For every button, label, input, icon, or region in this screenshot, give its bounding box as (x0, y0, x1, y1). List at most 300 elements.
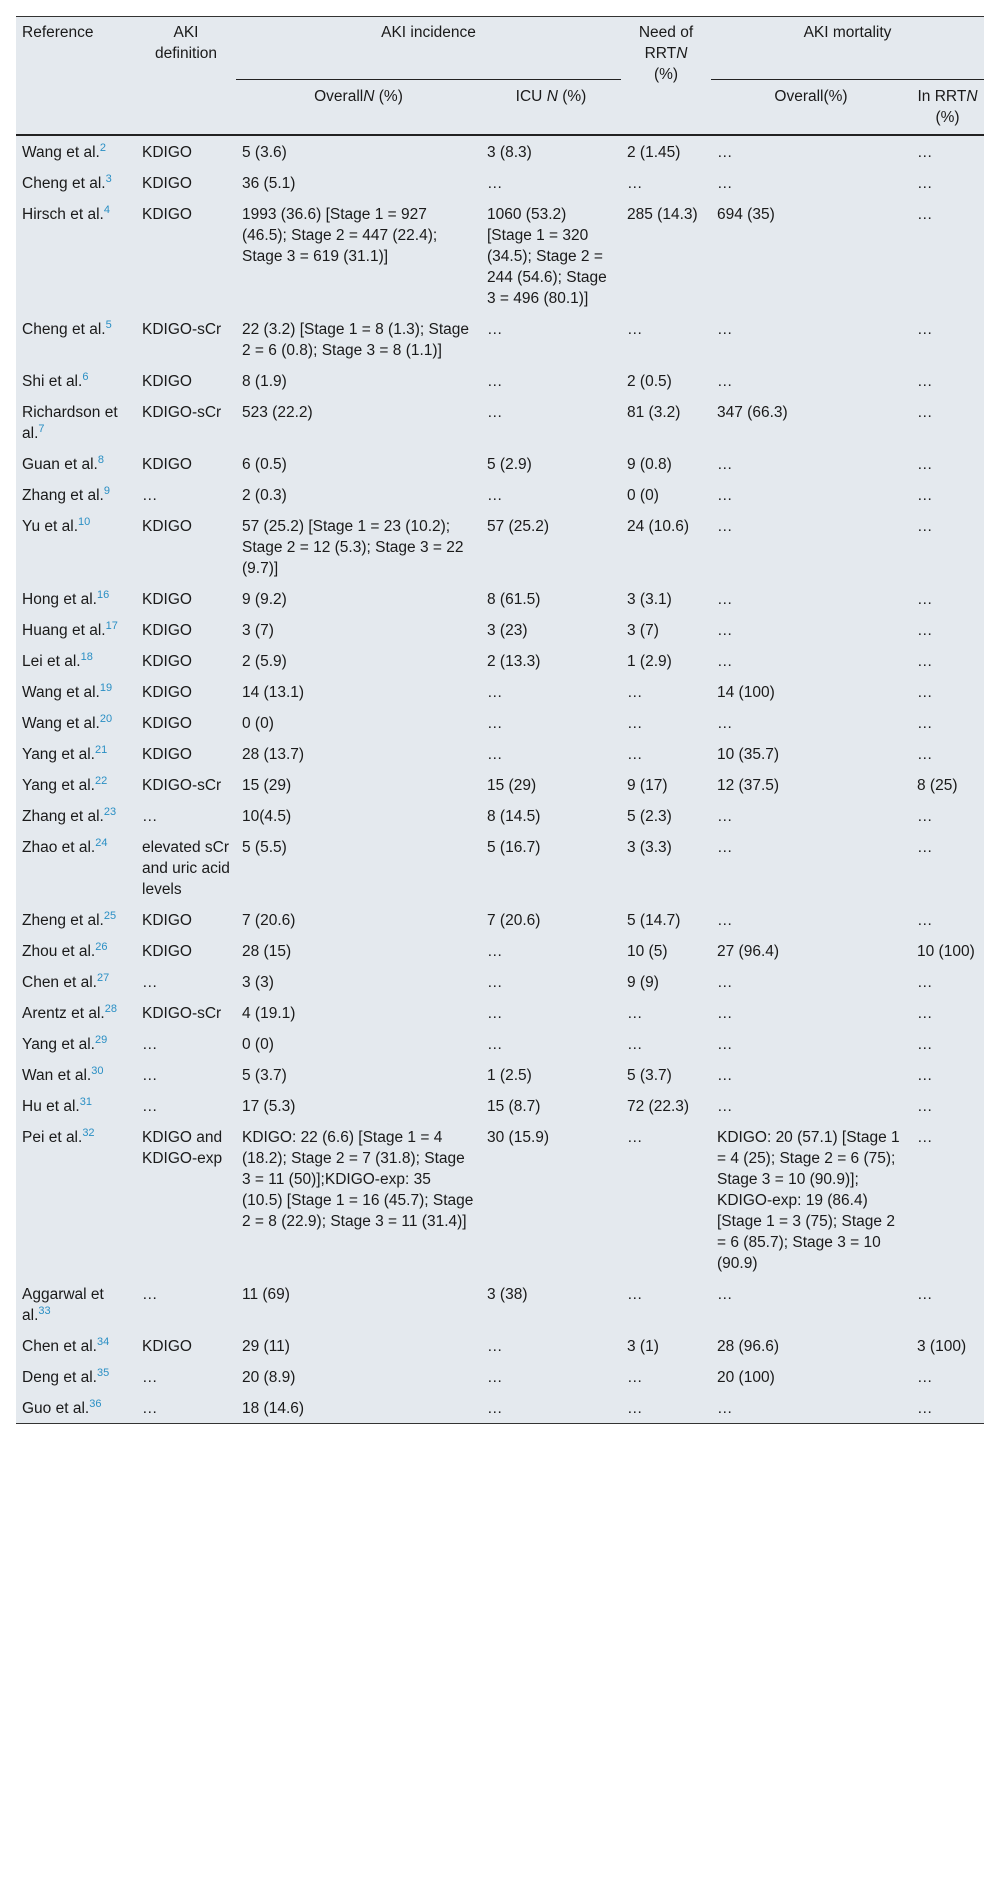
need-rrt-cell: 10 (5) (627, 943, 668, 960)
reference-cell (16, 676, 136, 707)
overall-incidence-cell: 11 (69) (242, 1286, 290, 1303)
icu-incidence-cell: 3 (38) (487, 1286, 528, 1303)
table-row (16, 1278, 984, 1330)
mortality-overall-cell: 28 (96.6) (717, 1338, 780, 1355)
need-rrt-cell: … (627, 1369, 643, 1386)
citation-link[interactable]: 32 (82, 1126, 95, 1139)
aki-definition-cell: KDIGO (142, 622, 192, 639)
reference-text: Wang et al. (22, 144, 100, 161)
citation-link[interactable]: 22 (94, 774, 108, 787)
icu-incidence-cell: … (487, 373, 503, 390)
overall-incidence-cell: 5 (5.5) (242, 839, 287, 856)
icu-incidence-cell: 1060 (53.2) [Stage 1 = 320 (34.5); Stage 2 = 244 (54.6); Stage 3 = 496 (80.1)] (487, 206, 607, 307)
aki-incidence-label: AKI incidence (381, 24, 476, 41)
need-rrt-cell: 9 (9) (627, 974, 659, 991)
mortality-in-rrt-cell: … (917, 1129, 933, 1146)
table-row (16, 198, 984, 313)
reference-text: Wan et al. (22, 1067, 92, 1084)
icu-incidence-cell: … (487, 1369, 503, 1386)
mortality-in-rrt-cell: 3 (100) (917, 1338, 967, 1355)
mortality-overall-cell: … (717, 591, 733, 608)
icu-incidence-cell: 5 (16.7) (487, 839, 541, 856)
mortality-overall-cell: … (717, 175, 733, 192)
mortality-overall-cell: KDIGO: 20 (57.1) [Stage 1 = 4 (25); Stage 2 = 6 (75); Stage 3 = 10 (90.9)]; KDIGO-exp: 19 (86.4) [Stage 1 = 3 (75); Stage 2 = 6 (85.7); Stage 3 = 10 (90.9) (717, 1129, 900, 1272)
reference-text: Huang et al. (22, 622, 106, 639)
need-rrt-cell: … (627, 746, 643, 763)
mortality-overall-cell: 27 (96.4) (717, 943, 780, 960)
reference-cell (16, 707, 136, 738)
aki-definition-cell: KDIGO-sCr (142, 404, 222, 421)
overall-incidence-cell: 3 (3) (242, 974, 274, 991)
reference-cell (16, 365, 136, 396)
mortality-overall-cell: … (717, 144, 733, 161)
mortality-overall-cell: … (717, 1098, 733, 1115)
citation-link[interactable]: 2 (99, 141, 106, 154)
reference-cell (16, 1028, 136, 1059)
need-rrt-cell: 81 (3.2) (627, 404, 681, 421)
mortality-overall-cell: … (717, 912, 733, 929)
mortality-overall-cell: … (717, 622, 733, 639)
mortality-overall-cell: … (717, 1067, 733, 1084)
table-row (16, 135, 984, 167)
mortality-overall-cell: … (717, 1286, 733, 1303)
table-row (16, 966, 984, 997)
icu-incidence-cell: … (487, 175, 503, 192)
reference-cell (16, 167, 136, 198)
need-rrt-cell: … (627, 684, 643, 701)
mortality-in-rrt-cell: … (917, 591, 933, 608)
aki-definition-cell: KDIGO (142, 175, 192, 192)
overall-incidence-cell: 57 (25.2) [Stage 1 = 23 (10.2); Stage 2 = 12 (5.3); Stage 3 = 22 (9.7)] (242, 518, 464, 577)
table-row (16, 479, 984, 510)
need-rrt-cell: 5 (14.7) (627, 912, 681, 929)
need-rrt-cell: 5 (3.7) (627, 1067, 672, 1084)
overall-incidence-cell: 9 (9.2) (242, 591, 287, 608)
citation-link[interactable]: 8 (97, 453, 104, 466)
reference-text: Chen et al. (22, 1338, 97, 1355)
need-rrt-cell: … (627, 175, 643, 192)
overall-incidence-cell: KDIGO: 22 (6.6) [Stage 1 = 4 (18.2); Stage 2 = 7 (31.8); Stage 3 = 11 (50)];KDIGO-exp: 35 (10.5) [Stage 1 = 16 (45.7); Stage 2 = 8 (22.9); Stage 3 = 11 (31.4)] (242, 1129, 474, 1230)
icu-incidence-cell: 1 (2.5) (487, 1067, 532, 1084)
need-rrt-cell: 3 (7) (627, 622, 659, 639)
icu-incidence-cell: … (487, 715, 503, 732)
aki-definition-cell: KDIGO (142, 206, 192, 223)
overall-n-letter: N (363, 88, 375, 105)
mortality-in-rrt-cell: … (917, 1067, 933, 1084)
citation-link[interactable]: 31 (79, 1095, 92, 1108)
need-rrt-pct: (%) (653, 66, 679, 83)
overall-incidence-cell: 18 (14.6) (242, 1400, 305, 1417)
need-rrt-cell: 3 (3.1) (627, 591, 672, 608)
citation-link[interactable]: 28 (104, 1002, 117, 1015)
aki-definition-cell: KDIGO (142, 144, 192, 161)
overall-incidence-cell: 28 (15) (242, 943, 292, 960)
need-rrt-cell: 2 (1.45) (627, 144, 681, 161)
citation-link[interactable]: 20 (99, 712, 113, 725)
mortality-overall-cell: 20 (100) (717, 1369, 775, 1386)
mortality-overall-cell: … (717, 715, 733, 732)
reference-text: Wang et al. (22, 684, 100, 701)
reference-cell (16, 1278, 136, 1330)
overall-incidence-cell: 29 (11) (242, 1338, 290, 1355)
reference-cell (16, 1392, 136, 1423)
reference-text: Yang et al. (22, 777, 95, 794)
need-rrt-cell: 5 (2.3) (627, 808, 672, 825)
reference-text: Zhou et al. (22, 943, 96, 960)
aki-definition-cell: KDIGO (142, 456, 192, 473)
icu-incidence-cell: … (487, 974, 503, 991)
table-row (16, 1361, 984, 1392)
reference-cell (16, 448, 136, 479)
citation-link[interactable]: 27 (96, 971, 110, 984)
aki-definition-cell: KDIGO-sCr (142, 321, 222, 338)
icu-incidence-cell: … (487, 1338, 503, 1355)
table-row (16, 707, 984, 738)
mortality-overall-cell: 10 (35.7) (717, 746, 780, 763)
aki-definition-cell: … (142, 1369, 158, 1386)
aki-definition-cell: KDIGO (142, 1338, 192, 1355)
table-row (16, 935, 984, 966)
icu-incidence-cell: 15 (8.7) (487, 1098, 541, 1115)
overall-incidence-cell: 14 (13.1) (242, 684, 305, 701)
citation-link[interactable]: 4 (103, 203, 110, 216)
aki-definition-cell: KDIGO and KDIGO-exp (142, 1129, 223, 1167)
in-rrt-pct: (%) (935, 109, 960, 126)
need-rrt-cell: 24 (10.6) (627, 518, 690, 535)
overall-incidence-cell: 4 (19.1) (242, 1005, 296, 1022)
reference-text: Yang et al. (22, 1036, 95, 1053)
overall-incidence-cell: 36 (5.1) (242, 175, 296, 192)
citation-link[interactable]: 30 (91, 1064, 104, 1077)
table-row (16, 583, 984, 614)
overall-incidence-cell: 1993 (36.6) [Stage 1 = 927 (46.5); Stage 2 = 447 (22.4); Stage 3 = 619 (31.1)] (242, 206, 438, 265)
citation-link[interactable]: 18 (80, 650, 93, 663)
reference-cell (16, 935, 136, 966)
in-rrt-label: In RRT (917, 88, 967, 105)
mortality-in-rrt-cell: … (917, 144, 933, 161)
table-row (16, 645, 984, 676)
reference-text: Wang et al. (22, 715, 100, 732)
overall-incidence-cell: 7 (20.6) (242, 912, 296, 929)
need-rrt-cell: … (627, 321, 643, 338)
table-row (16, 1028, 984, 1059)
col-overall-n (236, 80, 481, 135)
overall-incidence-cell: 15 (29) (242, 777, 292, 794)
overall-incidence-cell: 22 (3.2) [Stage 1 = 8 (1.3); Stage 2 = 6 (0.8); Stage 3 = 8 (1.1)] (242, 321, 470, 359)
mortality-overall-cell: … (717, 1400, 733, 1417)
reference-text: Yu et al. (22, 518, 79, 535)
aki-definition-cell: … (142, 1400, 158, 1417)
citation-link[interactable]: 26 (95, 940, 108, 953)
mortality-in-rrt-cell: … (917, 206, 933, 223)
mortality-in-rrt-cell: … (917, 487, 933, 504)
reference-cell (16, 198, 136, 313)
icu-incidence-cell: 3 (8.3) (487, 144, 532, 161)
icu-incidence-cell: … (487, 404, 503, 421)
need-rrt-n: N (676, 45, 688, 62)
citation-link[interactable]: 29 (94, 1033, 108, 1046)
citation-link[interactable]: 33 (38, 1304, 51, 1317)
icu-incidence-cell: 2 (13.3) (487, 653, 541, 670)
reference-cell (16, 966, 136, 997)
reference-cell (16, 313, 136, 365)
citation-link[interactable]: 19 (99, 681, 113, 694)
col-aki-incidence (236, 17, 621, 80)
icu-incidence-cell: … (487, 321, 503, 338)
table-row (16, 1059, 984, 1090)
mortality-in-rrt-cell: … (917, 1036, 933, 1053)
overall-incidence-cell: 10(4.5) (242, 808, 292, 825)
need-rrt-cell: 9 (17) (627, 777, 668, 794)
reference-cell (16, 645, 136, 676)
mortality-overall-cell: … (717, 1036, 733, 1053)
overall-incidence-cell: 17 (5.3) (242, 1098, 296, 1115)
icu-incidence-cell: … (487, 1005, 503, 1022)
need-rrt-cell: … (627, 1129, 643, 1146)
reference-text: Chen et al. (22, 974, 97, 991)
citation-link[interactable]: 16 (96, 588, 110, 601)
reference-text: Arentz et al. (22, 1005, 105, 1022)
mortality-in-rrt-cell: … (917, 715, 933, 732)
reference-cell (16, 769, 136, 800)
citation-link[interactable]: 34 (96, 1335, 110, 1348)
citation-link[interactable]: 6 (82, 370, 89, 383)
reference-cell (16, 738, 136, 769)
col-aki-mortality (711, 17, 984, 80)
citation-link[interactable]: 24 (95, 836, 108, 849)
need-rrt-cell: 285 (14.3) (627, 206, 698, 223)
mortality-in-rrt-cell: … (917, 684, 933, 701)
need-rrt-cell: 3 (3.3) (627, 839, 672, 856)
table-row (16, 831, 984, 904)
icu-n-pct: (%) (557, 88, 587, 105)
table-row (16, 997, 984, 1028)
table-row (16, 396, 984, 448)
reference-text: Zhao et al. (22, 839, 96, 856)
icu-incidence-cell: … (487, 487, 503, 504)
need-rrt-cell: 3 (1) (627, 1338, 659, 1355)
mortality-in-rrt-cell: … (917, 456, 933, 473)
table-row (16, 1392, 984, 1423)
table-row (16, 1121, 984, 1278)
reference-cell (16, 583, 136, 614)
icu-incidence-cell: … (487, 746, 503, 763)
aki-definition-cell: … (142, 808, 158, 825)
table-row (16, 1330, 984, 1361)
need-rrt-cell: … (627, 715, 643, 732)
col-in-rrt (911, 80, 984, 135)
aki-definition-cell: … (142, 974, 158, 991)
citation-link[interactable]: 25 (103, 909, 117, 922)
reference-cell (16, 1059, 136, 1090)
mortality-in-rrt-cell: … (917, 974, 933, 991)
icu-incidence-cell: 30 (15.9) (487, 1129, 550, 1146)
overall-incidence-cell: 2 (0.3) (242, 487, 287, 504)
reference-text: Zhang et al. (22, 808, 104, 825)
icu-incidence-cell: 8 (61.5) (487, 591, 541, 608)
table-row (16, 167, 984, 198)
mortality-in-rrt-cell: … (917, 518, 933, 535)
icu-incidence-cell: … (487, 943, 503, 960)
table-row (16, 738, 984, 769)
overall-incidence-cell: 5 (3.6) (242, 144, 287, 161)
aki-table-panel (16, 16, 984, 1424)
reference-cell (16, 997, 136, 1028)
table-row (16, 510, 984, 583)
citation-link[interactable]: 7 (38, 422, 45, 435)
mortality-overall-cell: … (717, 653, 733, 670)
reference-text: Hong et al. (22, 591, 97, 608)
need-rrt-cell: … (627, 1036, 643, 1053)
icu-incidence-cell: 7 (20.6) (487, 912, 541, 929)
icu-incidence-cell: 15 (29) (487, 777, 537, 794)
mortality-in-rrt-cell: 10 (100) (917, 943, 975, 960)
mortality-overall-cell: … (717, 518, 733, 535)
mortality-overall-cell: 12 (37.5) (717, 777, 780, 794)
mortality-in-rrt-cell: … (917, 1005, 933, 1022)
citation-link[interactable]: 5 (105, 318, 112, 331)
reference-text: Richardson et al. (22, 404, 118, 442)
table-row (16, 448, 984, 479)
reference-cell (16, 1121, 136, 1278)
need-rrt-cell: … (627, 1005, 643, 1022)
citation-link[interactable]: 21 (94, 743, 108, 756)
table-row (16, 313, 984, 365)
reference-cell (16, 904, 136, 935)
citation-link[interactable]: 35 (96, 1366, 110, 1379)
mortality-in-rrt-cell: … (917, 653, 933, 670)
mortality-in-rrt-cell: … (917, 404, 933, 421)
mortality-in-rrt-cell: … (917, 1369, 933, 1386)
reference-text: Yang et al. (22, 746, 95, 763)
icu-incidence-cell: … (487, 684, 503, 701)
overall-incidence-cell: 0 (0) (242, 1036, 274, 1053)
mortality-overall-cell: … (717, 1005, 733, 1022)
reference-cell (16, 1330, 136, 1361)
mortality-overall-cell: … (717, 808, 733, 825)
reference-cell (16, 614, 136, 645)
mortality-in-rrt-cell: … (917, 1098, 933, 1115)
aki-definition-cell: … (142, 487, 158, 504)
in-rrt-n: N (966, 88, 978, 105)
aki-definition-cell: KDIGO (142, 373, 192, 390)
overall-incidence-cell: 20 (8.9) (242, 1369, 296, 1386)
mortality-in-rrt-cell: … (917, 321, 933, 338)
reference-cell (16, 800, 136, 831)
overall-incidence-cell: 3 (7) (242, 622, 274, 639)
mortality-in-rrt-cell: … (917, 1286, 933, 1303)
aki-definition-cell: KDIGO (142, 912, 192, 929)
citation-link[interactable]: 9 (103, 484, 110, 497)
aki-definition-cell: KDIGO (142, 943, 192, 960)
mortality-overall-cell: … (717, 456, 733, 473)
overall-incidence-cell: 0 (0) (242, 715, 274, 732)
overall-incidence-cell: 6 (0.5) (242, 456, 287, 473)
need-rrt-cell: 2 (0.5) (627, 373, 672, 390)
icu-n-letter: N (546, 88, 558, 105)
mortality-in-rrt-cell: … (917, 746, 933, 763)
col-reference: Reference (22, 24, 94, 41)
mortality-overall-cell: … (717, 487, 733, 504)
table-row (16, 614, 984, 645)
table-row (16, 1090, 984, 1121)
mortality-in-rrt-cell: … (917, 622, 933, 639)
reference-text: Aggarwal et al. (22, 1286, 104, 1324)
citation-link[interactable]: 23 (103, 805, 117, 818)
table-row (16, 769, 984, 800)
mortality-overall-cell: 694 (35) (717, 206, 775, 223)
aki-definition-cell: KDIGO (142, 715, 192, 732)
reference-text: Hirsch et al. (22, 206, 104, 223)
reference-cell (16, 135, 136, 167)
table-body (16, 135, 984, 1423)
table-row (16, 365, 984, 396)
reference-text: Zhang et al. (22, 487, 104, 504)
reference-text: Guan et al. (22, 456, 98, 473)
need-rrt-cell: 72 (22.3) (627, 1098, 690, 1115)
aki-definition-cell: KDIGO (142, 591, 192, 608)
table-row (16, 800, 984, 831)
mortality-overall-cell: … (717, 373, 733, 390)
overall-incidence-cell: 8 (1.9) (242, 373, 287, 390)
aki-definition-cell: elevated sCr and uric acid levels (142, 839, 230, 898)
aki-definition-cell: KDIGO (142, 653, 192, 670)
col-mortality-overall: Overall(%) (774, 88, 848, 105)
overall-incidence-cell: 5 (3.7) (242, 1067, 287, 1084)
overall-incidence-cell: 28 (13.7) (242, 746, 305, 763)
reference-cell (16, 510, 136, 583)
mortality-in-rrt-cell: … (917, 373, 933, 390)
reference-cell (16, 831, 136, 904)
reference-text: Cheng et al. (22, 175, 106, 192)
citation-link[interactable]: 3 (105, 172, 112, 185)
table-header (16, 17, 984, 135)
col-icu-n (481, 80, 621, 135)
aki-definition-cell: KDIGO (142, 518, 192, 535)
overall-n-label: Overall (314, 88, 364, 105)
citation-link[interactable]: 10 (78, 515, 91, 528)
mortality-in-rrt-cell: … (917, 1400, 933, 1417)
icu-incidence-cell: 57 (25.2) (487, 518, 550, 535)
reference-text: Lei et al. (22, 653, 81, 670)
reference-cell (16, 479, 136, 510)
overall-incidence-cell: 2 (5.9) (242, 653, 287, 670)
mortality-in-rrt-cell: … (917, 175, 933, 192)
reference-cell (16, 1361, 136, 1392)
mortality-in-rrt-cell: … (917, 839, 933, 856)
reference-cell (16, 396, 136, 448)
mortality-overall-cell: 14 (100) (717, 684, 775, 701)
mortality-overall-cell: … (717, 321, 733, 338)
reference-text: Pei et al. (22, 1129, 83, 1146)
reference-text: Shi et al. (22, 373, 83, 390)
need-rrt-cell: 0 (0) (627, 487, 659, 504)
need-rrt-cell: 9 (0.8) (627, 456, 672, 473)
mortality-in-rrt-cell: … (917, 808, 933, 825)
citation-link[interactable]: 17 (105, 619, 118, 632)
aki-definition-cell: KDIGO-sCr (142, 777, 222, 794)
aki-table (16, 17, 984, 1423)
aki-definition-cell: … (142, 1036, 158, 1053)
citation-link[interactable]: 36 (89, 1397, 102, 1410)
reference-text: Zheng et al. (22, 912, 104, 929)
aki-mortality-label: AKI mortality (803, 24, 892, 41)
mortality-in-rrt-cell: … (917, 912, 933, 929)
mortality-overall-cell: 347 (66.3) (717, 404, 788, 421)
aki-definition-cell: … (142, 1286, 158, 1303)
icu-incidence-cell: 3 (23) (487, 622, 528, 639)
aki-definition-cell: … (142, 1098, 158, 1115)
